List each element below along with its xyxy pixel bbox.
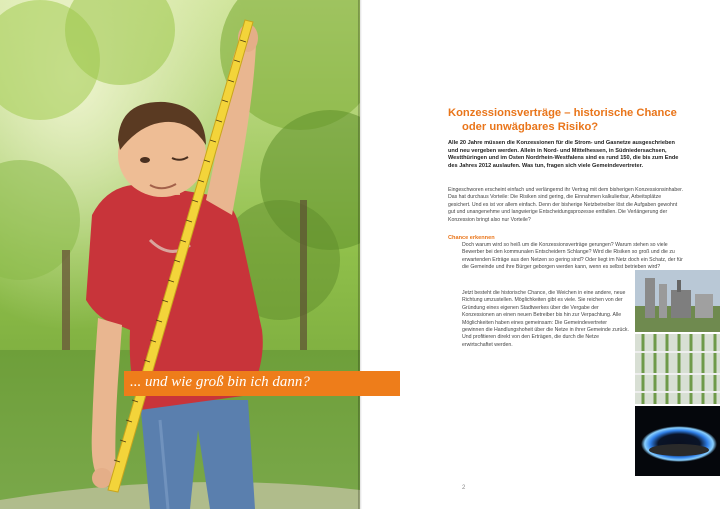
headline-line-1: Konzessionsverträge – historische Chance — [448, 107, 677, 119]
pipes-image — [635, 334, 720, 404]
gas-flame-photo — [635, 406, 720, 476]
page-gutter — [358, 0, 362, 509]
article-headline — [448, 106, 678, 134]
subheading: Chance erkennen — [448, 235, 495, 241]
power-plant-image — [635, 270, 720, 332]
lead-paragraph: Alle 20 Jahre müssen die Konzessionen für die Strom- und Gasnetze ausgeschrieben und neu vergeben werden. Allein in Nord- und Mittelhessen, in Südniedersachsen, Westthüringen und im Osten Nordrhein-Westfalens sind es rund 150, die bis zum Ende des Jahres 2012 auslaufen. Was tun, fragen sich viele Gemeindevertreter. — [448, 140, 679, 170]
headline-line-2: oder unwägbares Risiko? — [462, 121, 599, 133]
power-plant-photo — [635, 270, 720, 332]
body-paragraph-1: Eingeschworen erscheint einfach und verlängernd ihr Vertrag mit dem bisherigen Konzessionsinhaber. Das hat durchaus Vorteile: Die Risiken sind gering, die Einnahmen kalkulierbar, Arbeitsplätze gesichert. Und es ist vor allem einfach. Denn der bisherige Netzbetreiber löst die Aufgaben gewohnt gut und unangenehme und langwierige Entscheidungsprozesse entfallen. Die Verlängerung der Konzession bringt also nur Vorteile? — [448, 187, 684, 223]
caption-text: ... und wie groß bin ich dann? — [130, 374, 310, 390]
body-paragraph-3: Jetzt besteht die historische Chance, die Weichen in eine andere, neue Richtung umzustellen. Möglichkeiten gibt es viele. Sie reichen von der Gründung eines eigenen Stadtwerkes über die Vergabe der Konzessionen an einen neuen Betreiber bis hin zur Verpachtung. Alle Möglichkeiten haben eines gemeinsam: Die Gemeindevertreter gewinnen die Handlungshoheit über die Netze in ihrer Gemeinde zurück. Und profitieren direkt von den Erträgen, die durch die Netze erwirtschaftet werden. — [462, 290, 629, 348]
page-number: 2 — [462, 485, 466, 491]
body-paragraph-2: Doch warum wird so heiß um die Konzessionsverträge gerungen? Warum stehen so viele Bewerber bei den kommunalen Entscheidern Schlange? Wird die Risiken so groß und die zu erwartenden Erträge aus den Netzen so gering sind? Oder liegt im Netz doch ein Schatz, der für die Gemeinde und ihre Bürger geborgen werden kann, wenn es selbst betrieben wird? — [462, 242, 683, 271]
gas-flame-image — [635, 406, 720, 476]
industrial-pipes-photo — [635, 334, 720, 404]
